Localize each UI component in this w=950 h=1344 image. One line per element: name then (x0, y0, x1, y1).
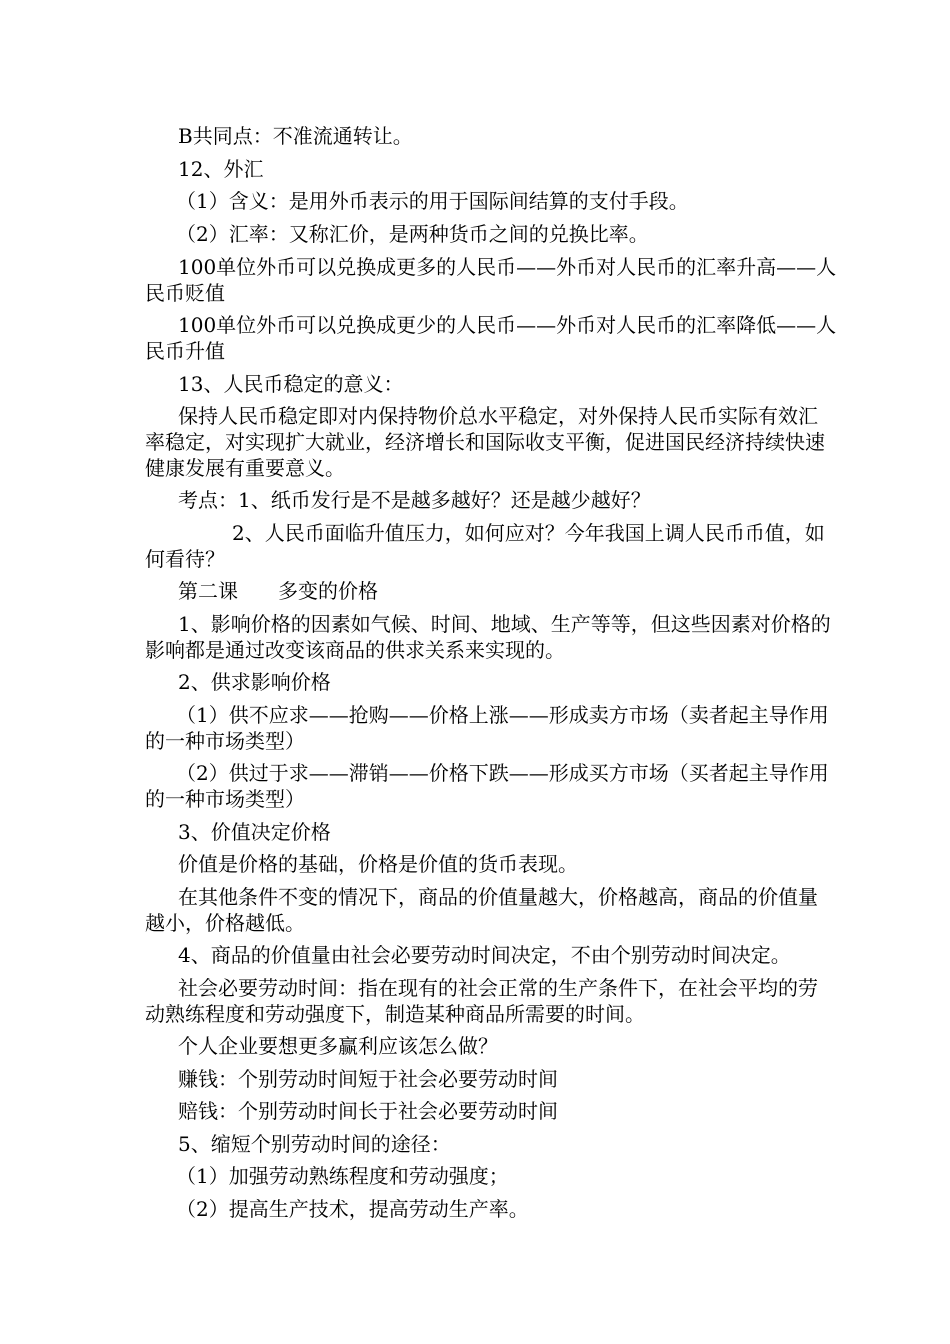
text-line: 越小，价格越低。 (145, 911, 305, 935)
text-line: 赔钱：个别劳动时间长于社会必要劳动时间 (178, 1099, 558, 1123)
text-line: 民币升值 (145, 339, 225, 363)
text-line: 考点：1、纸币发行是不是越多越好？还是越少越好？ (178, 488, 651, 512)
section-heading: 2、供求影响价格 (178, 670, 331, 694)
chapter-heading: 第二课 多变的价格 (178, 579, 378, 603)
text-line: （1）加强劳动熟练程度和劳动强度； (176, 1164, 509, 1188)
section-heading: 5、缩短个别劳动时间的途径： (178, 1132, 451, 1156)
text-line: 价值是价格的基础，价格是价值的货币表现。 (178, 852, 578, 876)
text-line: 民币贬值 (145, 281, 225, 305)
text-line: 保持人民币稳定即对内保持物价总水平稳定，对外保持人民币实际有效汇 (178, 404, 818, 428)
text-line: （1）供不应求——抢购——价格上涨——形成卖方市场（卖者起主导作用 (176, 703, 829, 727)
text-line: 社会必要劳动时间：指在现有的社会正常的生产条件下，在社会平均的劳 (178, 976, 818, 1000)
text-line: 100单位外币可以兑换成更少的人民币——外币对人民币的汇率降低——人 (178, 313, 837, 337)
text-line: 率稳定，对实现扩大就业，经济增长和国际收支平衡，促进国民经济持续快速 (145, 430, 825, 454)
text-line: 的一种市场类型） (145, 787, 305, 811)
text-line: 的一种市场类型） (145, 729, 305, 753)
text-line: 影响都是通过改变该商品的供求关系来实现的。 (145, 638, 565, 662)
section-heading: 3、价值决定价格 (178, 820, 331, 844)
text-line: 2、人民币面临升值压力，如何应对？今年我国上调人民币币值，如 (232, 521, 825, 545)
section-heading: 12、外汇 (178, 157, 264, 181)
text-line: （2）供过于求——滞销——价格下跌——形成买方市场（买者起主导作用 (176, 761, 829, 785)
text-line: 100单位外币可以兑换成更多的人民币——外币对人民币的汇率升高——人 (178, 255, 837, 279)
section-heading: 13、人民币稳定的意义： (178, 372, 404, 396)
text-line: （1）含义：是用外币表示的用于国际间结算的支付手段。 (176, 189, 689, 213)
text-line: 健康发展有重要意义。 (145, 456, 345, 480)
text-line: 1、影响价格的因素如气候、时间、地域、生产等等，但这些因素对价格的 (178, 612, 831, 636)
section-heading: 4、商品的价值量由社会必要劳动时间决定，不由个别劳动时间决定。 (178, 943, 791, 967)
text-line: B共同点：不准流通转让。 (178, 124, 413, 148)
text-line: （2）汇率：又称汇价，是两种货币之间的兑换比率。 (176, 222, 649, 246)
text-line: 在其他条件不变的情况下，商品的价值量越大，价格越高，商品的价值量 (178, 885, 818, 909)
text-line: 个人企业要想更多赢利应该怎么做？ (178, 1034, 498, 1058)
text-line: 赚钱：个别劳动时间短于社会必要劳动时间 (178, 1067, 558, 1091)
text-line: 何看待？ (145, 547, 225, 571)
text-line: 动熟练程度和劳动强度下，制造某种商品所需要的时间。 (145, 1002, 645, 1026)
text-line: （2）提高生产技术，提高劳动生产率。 (176, 1197, 529, 1221)
